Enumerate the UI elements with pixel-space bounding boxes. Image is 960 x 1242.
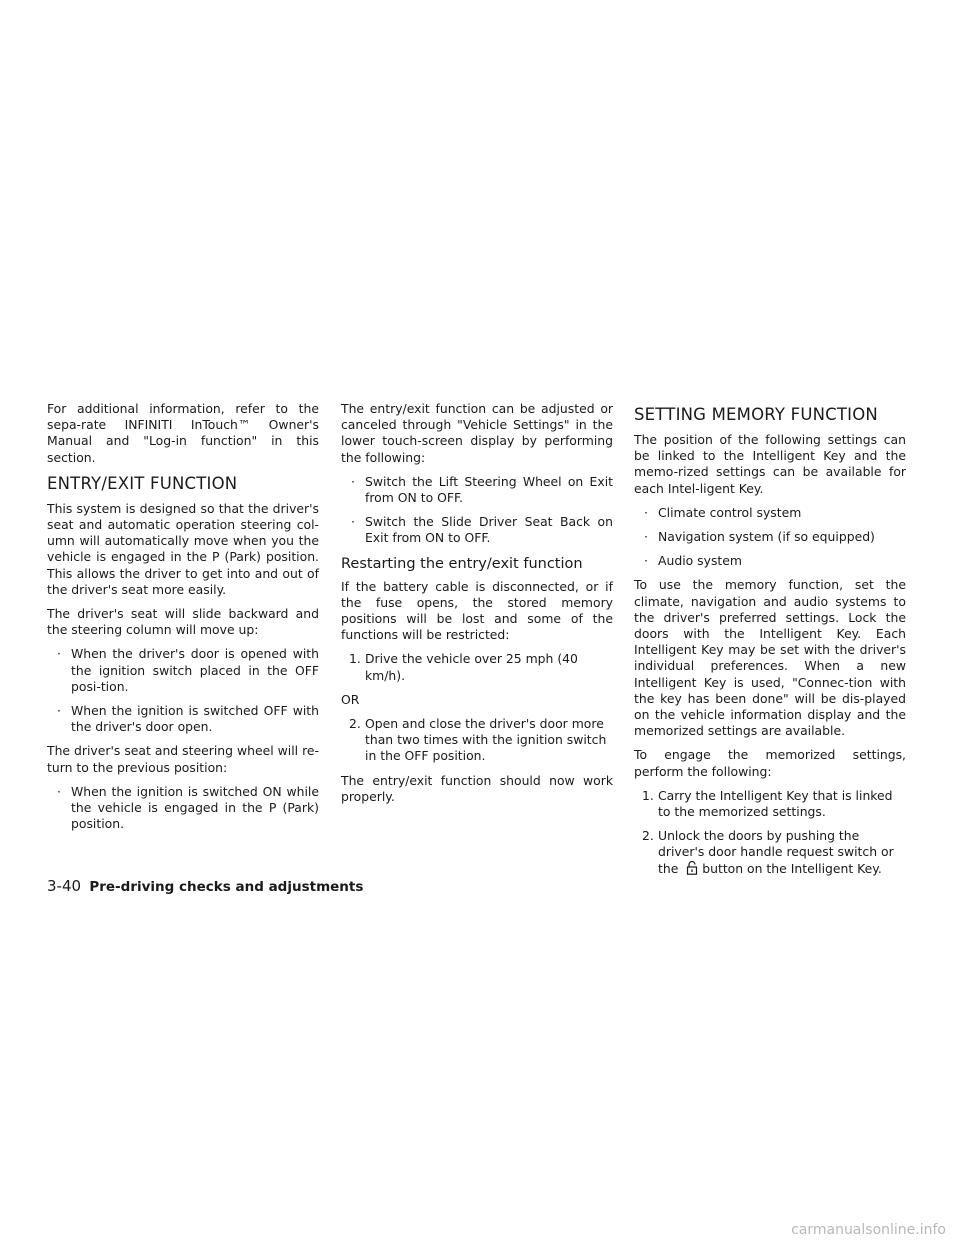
work-properly-paragraph: The entry/exit function should now work properly. — [341, 772, 613, 804]
list-item: · Climate control system — [644, 504, 802, 520]
unlock-icon — [686, 861, 698, 875]
list-item: · Switch the Slide Driver Seat Back on Exit from ON to OFF. — [351, 514, 613, 546]
list-item: · Audio system — [644, 553, 742, 569]
restarting-subheading: Restarting the entry/exit function — [341, 555, 583, 572]
use-memory-paragraph: To use the memory function, set the climate, navigation and audio systems to the driver's preferred settings. Lock the doors with the Intelligent Key. Each Intelligent Key may be set with the driver's individual preferences. When a new Intelligent Key is used, "Connec-tion with the key has been done" will be dis-played on the vehicle information display and the memorized settings are available. — [634, 577, 906, 739]
column-3 — [634, 401, 906, 885]
list-item: · When the ignition is switched ON while the vehicle is engaged in the P (Park) position. — [57, 783, 319, 832]
list-item: · When the ignition is switched OFF with the driver's door open. — [57, 703, 319, 735]
list-item: · When the driver's door is opened with the ignition switch placed in the OFF posi-tion. — [57, 646, 319, 694]
list-item: · Switch the Lift Steering Wheel on Exit from ON to OFF. — [351, 473, 613, 506]
column-2 — [341, 401, 613, 813]
numbered-step: 1. Carry the Intelligent Key that is linked to the memorized settings. — [642, 787, 893, 820]
memory-paragraph: The position of the following settings can be linked to the Intelligent Key and the memo-rized settings can be available for each Intel-ligent Key. — [634, 432, 906, 496]
entry-exit-description: This system is designed so that the driver's seat and automatic operation steering col-umn will automatically move when you the vehicle is engaged in the P (Park) position. This allows the driver to get into and out of the driver's seat more easily. — [47, 500, 319, 597]
numbered-step: 1. Drive the vehicle over 25 mph (40 km/h). — [349, 651, 578, 683]
memory-heading: SETTING MEMORY FUNCTION — [634, 405, 878, 424]
settings-paragraph: The entry/exit function can be adjusted or canceled through "Vehicle Settings" in the lower touch-screen display by performing the following: — [341, 401, 613, 465]
intro-paragraph: For additional information, refer to the sepa-rate INFINITI InTouch™ Owner's Manual and "Log-in function" in this section. — [47, 401, 319, 465]
numbered-step: 2. Unlock the doors by pushing the driver's door handle request switch or the button on the Intelligent Key. — [642, 828, 894, 876]
section-title: Pre-driving checks and adjustments — [89, 879, 364, 895]
or-label: OR — [341, 691, 360, 707]
column-1 — [47, 401, 319, 840]
entry-exit-heading: ENTRY/EXIT FUNCTION — [47, 473, 238, 493]
engage-paragraph: To engage the memorized settings, perform the following: — [634, 747, 906, 779]
list-item: · Navigation system (if so equipped) — [644, 529, 875, 545]
page-footer — [47, 878, 363, 895]
watermark: carmanualsonline.info — [791, 1222, 946, 1238]
battery-paragraph: If the battery cable is disconnected, or if the fuse opens, the stored memory positions will be lost and some of the functions will be restricted: — [341, 578, 613, 643]
page-number: 3-40 — [47, 877, 82, 895]
return-position-paragraph: The driver's seat and steering wheel will re-turn to the previous position: — [47, 743, 319, 775]
slide-backward-paragraph: The driver's seat will slide backward and the steering column will move up: — [47, 606, 319, 638]
numbered-step: 2. Open and close the driver's door more than two times with the ignition switch in the OFF position. — [349, 716, 607, 764]
